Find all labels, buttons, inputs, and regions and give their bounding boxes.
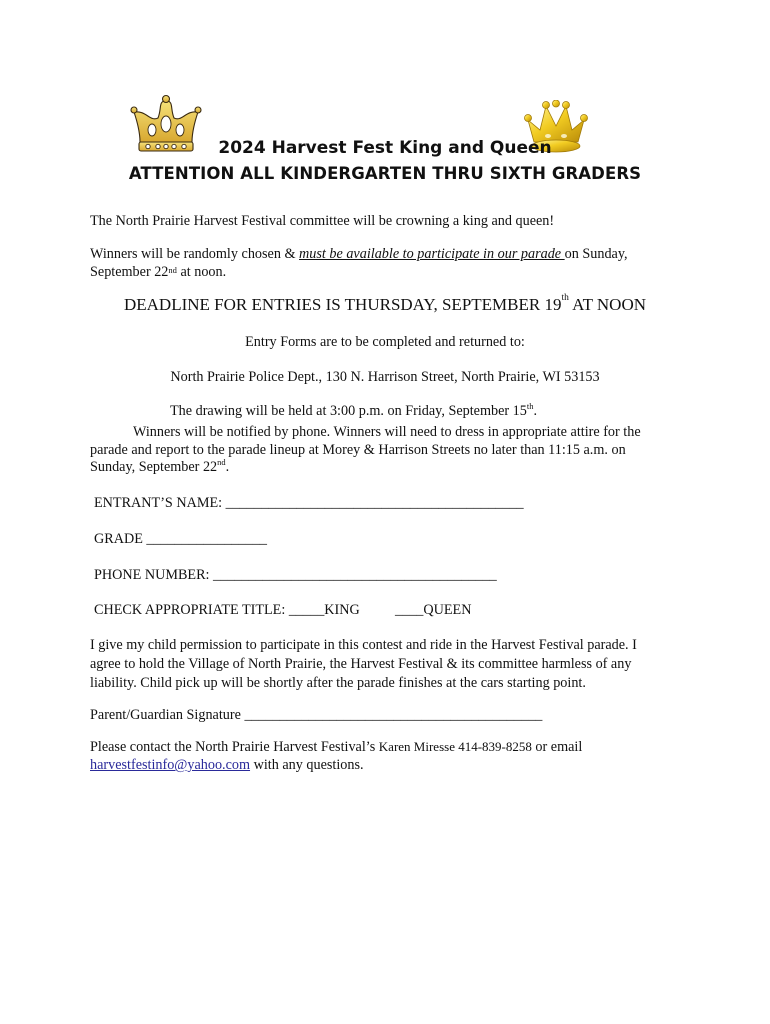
contact-line1-post: or email	[531, 739, 583, 755]
entrant-name-field[interactable]: ENTRANT’S NAME: __________________________________________	[94, 495, 524, 511]
drawing-post: .	[533, 403, 538, 419]
contact-line2	[90, 757, 364, 774]
grade-field[interactable]: GRADE _________________	[94, 531, 268, 547]
notified-line2: parade and report to the parade lineup at Morey & Harrison Streets no later than 11:15 a.m. on	[90, 442, 626, 458]
drawing-pre: The drawing will be held at 3:00 p.m. on Friday, September 15	[170, 403, 527, 419]
notified-line3	[90, 459, 229, 476]
permission-line2: agree to hold the Village of North Prairie, the Harvest Festival & its committee harmless of any	[90, 656, 632, 672]
phone-number-field[interactable]: PHONE NUMBER: ________________________________________	[94, 567, 497, 583]
title-king-field[interactable]: CHECK APPROPRIATE TITLE: _____KING	[94, 602, 360, 618]
notified-line1: Winners will be notified by phone. Winners will need to dress in appropriate attire for the	[133, 424, 641, 440]
email-link[interactable]: harvestfestinfo@yahoo.com	[90, 757, 251, 773]
winners-prefix: Winners will be randomly chosen &	[90, 246, 300, 262]
deadline-sup: th	[561, 293, 569, 303]
title-queen-field[interactable]: ____QUEEN	[395, 602, 472, 618]
contact-line1	[90, 739, 582, 756]
drawing-text	[170, 403, 537, 420]
deadline-heading	[0, 295, 770, 315]
drawing-sup: th	[526, 401, 534, 411]
signature-field[interactable]: Parent/Guardian Signature __________________________________________	[90, 707, 543, 723]
page-title: 2024 Harvest Fest King and Queen	[218, 138, 552, 158]
contact-line1-pre: Please contact the North Prairie Harvest Festival’s	[90, 739, 379, 755]
deadline-post: AT NOON	[568, 295, 646, 314]
notified-line3-pre: Sunday, September 22	[90, 459, 218, 475]
winners-underlined: must be available to participate in our parade	[299, 246, 565, 262]
address-text: North Prairie Police Dept., 130 N. Harrison Street, North Prairie, WI 53153	[170, 369, 600, 385]
intro-text: The North Prairie Harvest Festival committee will be crowning a king and queen!	[90, 213, 555, 229]
winners-text	[90, 245, 680, 281]
notified-line3-sup: nd	[217, 457, 226, 467]
entry-forms-text: Entry Forms are to be completed and returned to:	[245, 334, 525, 350]
winners-suffix: on Sunday,	[564, 246, 628, 262]
contact-person: Karen Miresse 414-839-8258	[378, 739, 532, 754]
permission-line3: liability. Child pick up will be shortly after the parade finishes at the cars starting point.	[90, 675, 586, 691]
winners-line2-sup: nd	[168, 265, 177, 275]
deadline-pre: DEADLINE FOR ENTRIES IS THURSDAY, SEPTEMBER 19	[123, 295, 562, 314]
contact-line2-post: with any questions.	[250, 757, 364, 773]
notified-line3-post: .	[225, 459, 230, 475]
page-subtitle: ATTENTION ALL KINDERGARTEN THRU SIXTH GRADERS	[128, 164, 642, 183]
winners-line2-pre: September 22	[90, 264, 169, 280]
winners-line2-post: at noon.	[176, 264, 227, 280]
permission-line1: I give my child permission to participate in this contest and ride in the Harvest Festival parade. I	[90, 637, 637, 653]
